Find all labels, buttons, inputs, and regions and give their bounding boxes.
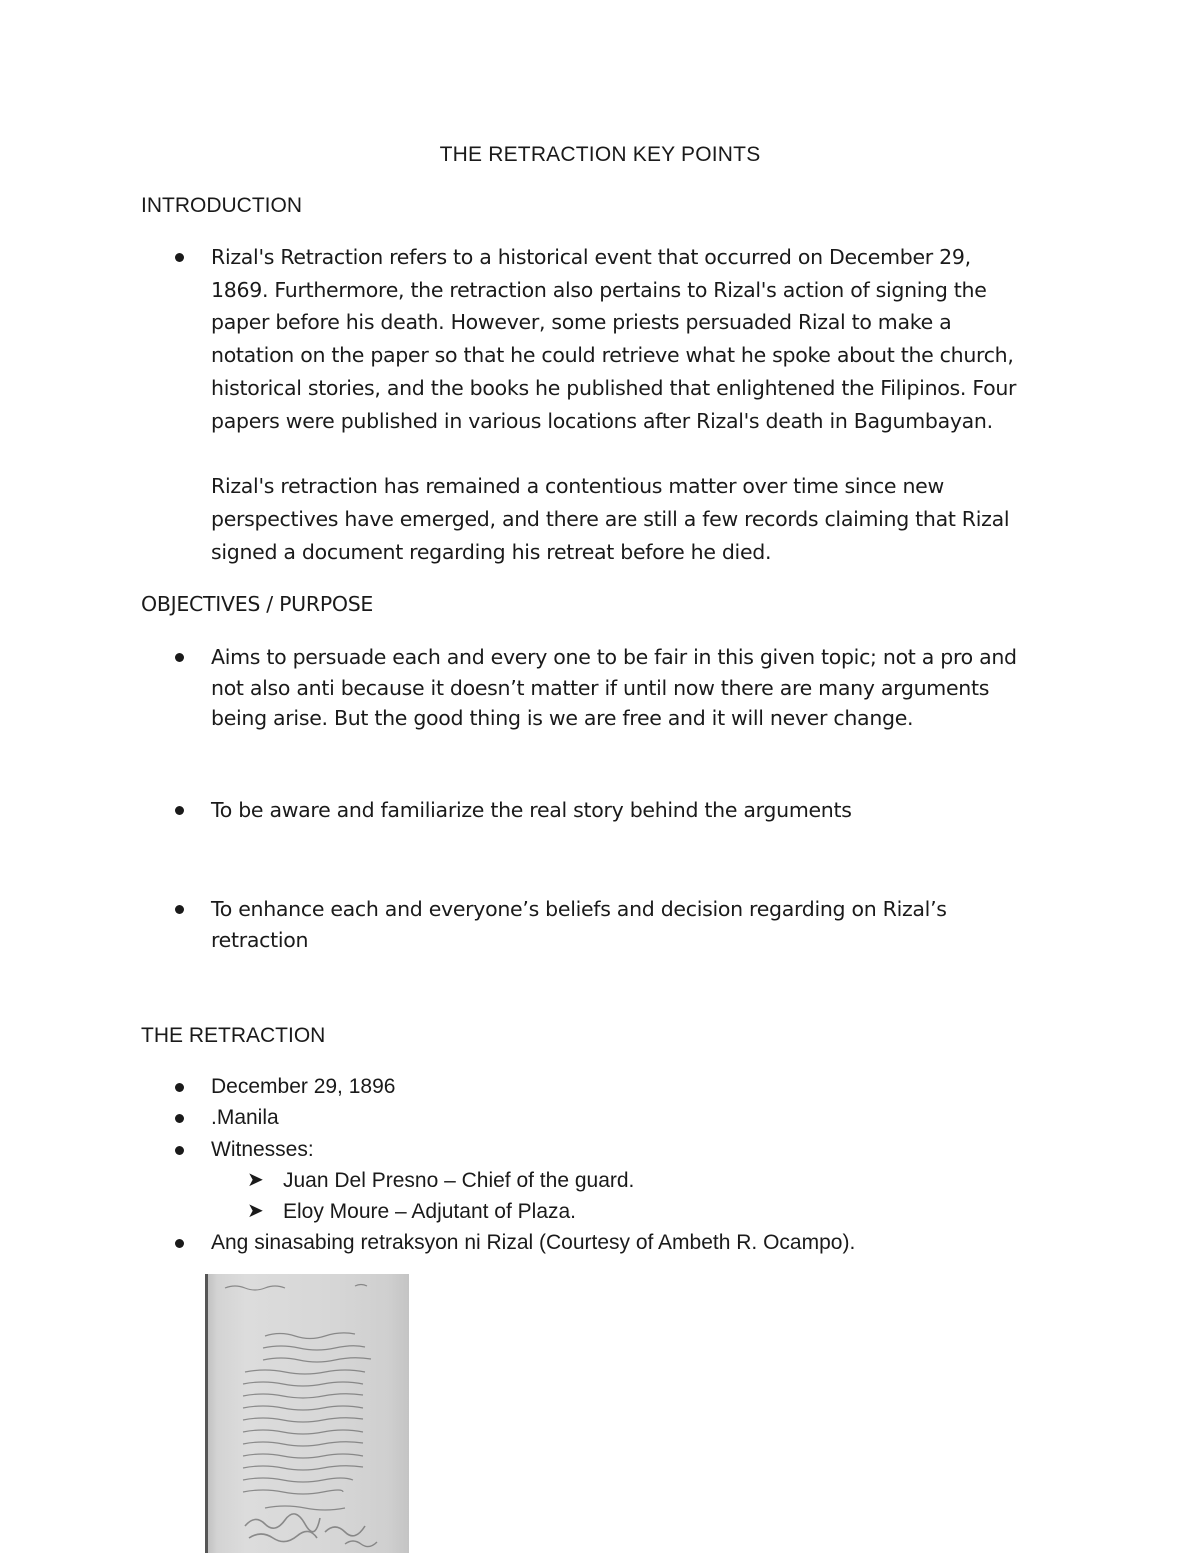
introduction-heading: INTRODUCTION [141, 194, 302, 217]
witness-item [141, 1196, 1071, 1227]
introduction-list [141, 241, 1071, 568]
introduction-item [141, 241, 1071, 568]
retraction-date: December 29, 1896 [211, 1075, 396, 1098]
bullet-icon [175, 1083, 184, 1092]
text-line: To be aware and familiarize the real story behind the arguments [211, 798, 852, 822]
text-line: retraction [211, 927, 309, 952]
bullet-icon [175, 806, 184, 815]
text-line: paper before his death. However, some priests persuaded Rizal to make a [211, 310, 952, 335]
text-line: being arise. But the good thing is we are free and it will never change. [211, 706, 914, 731]
bullet-icon [175, 905, 184, 914]
handwriting-scan [205, 1274, 409, 1553]
witness-name: Juan Del Presno – Chief of the guard. [283, 1168, 635, 1192]
retraction-item [141, 1102, 1071, 1133]
text-line: historical stories, and the books he published that enlightened the Filipinos. Four [211, 375, 1017, 400]
text-line: Rizal's retraction has remained a contentious matter over time since new [211, 474, 944, 499]
text-line: To enhance each and everyone’s beliefs and decision regarding on Rizal’s [211, 897, 947, 921]
witnesses-list [141, 1165, 1071, 1228]
bullet-icon [175, 653, 184, 662]
bullet-icon [175, 253, 184, 262]
retraction-item [141, 1134, 1071, 1228]
image-caption: Ang sinasabing retraksyon ni Rizal (Courtesy of Ambeth R. Ocampo). [211, 1231, 856, 1255]
objective-item [141, 894, 1071, 955]
arrow-bullet-icon: ➤ [247, 1168, 264, 1191]
retraction-heading: THE RETRACTION [141, 1024, 326, 1047]
text-line: notation on the paper so that he could retrieve what he spoke about the church, [211, 343, 1014, 368]
objective-item [141, 642, 1071, 734]
introduction-paragraph-2 [211, 470, 1071, 568]
text-line: Aims to persuade each and every one to be fair in this given topic; not a pro and [211, 645, 1017, 669]
text-line: papers were published in various locations after Rizal's death in Bagumbayan. [211, 408, 993, 433]
retraction-place: .Manila [211, 1106, 279, 1130]
witnesses-label: Witnesses: [211, 1137, 314, 1161]
introduction-paragraph-1 [211, 241, 1071, 437]
objectives-heading: OBJECTIVES / PURPOSE [141, 592, 374, 616]
bullet-icon [175, 1239, 184, 1248]
objectives-list [141, 642, 1071, 734]
retraction-list [141, 1071, 1071, 1259]
document-title: THE RETRACTION KEY POINTS [439, 143, 761, 166]
retraction-document-image [205, 1274, 409, 1553]
objective-item [141, 795, 1071, 826]
retraction-item [141, 1227, 1071, 1258]
text-line: perspectives have emerged, and there are still a few records claiming that Rizal [211, 506, 1010, 531]
text-line: signed a document regarding his retreat before he died. [211, 539, 772, 564]
retraction-item [141, 1071, 1071, 1102]
witness-name: Eloy Moure – Adjutant of Plaza. [283, 1200, 577, 1224]
witness-item [141, 1165, 1071, 1196]
bullet-icon [175, 1114, 184, 1123]
objectives-list [141, 795, 1071, 826]
text-line: not also anti because it doesn’t matter if until now there are many arguments [211, 675, 990, 700]
text-line: 1869. Furthermore, the retraction also pertains to Rizal's action of signing the [211, 277, 987, 302]
arrow-bullet-icon: ➤ [247, 1200, 264, 1223]
text-line: Rizal's Retraction refers to a historical event that occurred on December 29, [211, 245, 971, 269]
bullet-icon [175, 1146, 184, 1155]
objectives-list [141, 894, 1071, 955]
